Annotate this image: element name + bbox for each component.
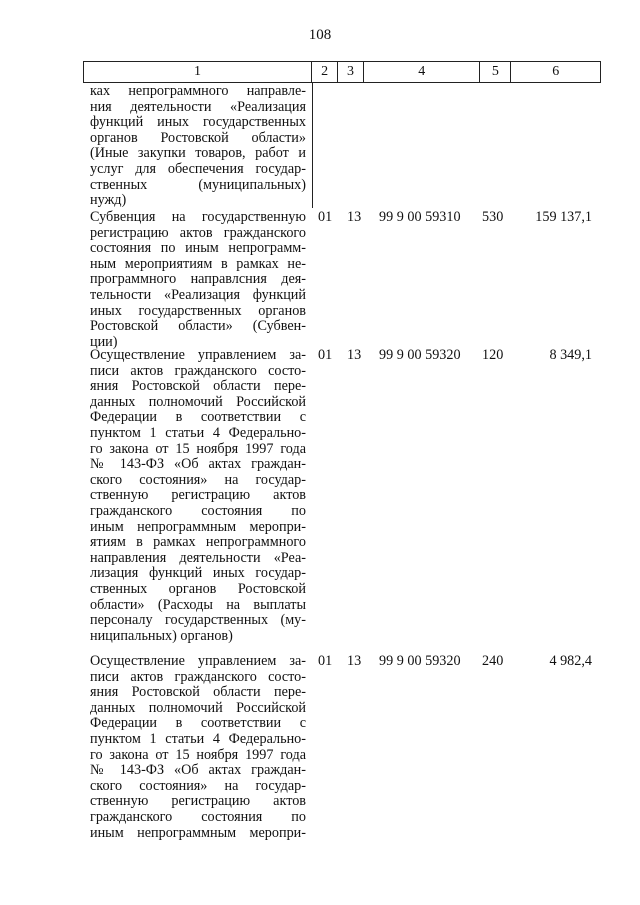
cell-expense-type: 530 [482, 209, 504, 225]
text-line: нужд) [90, 192, 127, 209]
cell-target-article: 99 9 00 59310 [379, 209, 461, 225]
cell-target-article: 99 9 00 59320 [379, 653, 461, 669]
header-col-4: 4 [364, 62, 481, 82]
text-line: ках непрограммного направле- [90, 83, 306, 99]
text-line: регистрацию актов гражданского [90, 224, 306, 241]
text-line: Осуществление управлением за- [90, 347, 306, 363]
text-line: гражданского состояния по [90, 808, 306, 825]
column-divider [312, 83, 313, 208]
text-line: ского состояния» на государ- [90, 471, 306, 488]
cell-section: 01 [318, 209, 333, 225]
text-line: состояния по иным непрограмм- [90, 240, 306, 257]
text-line: ственную регистрацию актов [90, 793, 306, 810]
cell-expense-type: 120 [482, 347, 504, 363]
text-line: яния Ростовской области пере- [90, 378, 306, 395]
text-line: № 143-ФЗ «Об актах граждан- [90, 456, 306, 473]
table-header [83, 61, 601, 83]
text-line: лизация функций иных государ- [90, 565, 306, 582]
text-line: Федерации в соответствии с [90, 715, 306, 732]
header-col-1: 1 [84, 62, 312, 82]
text-line: иных государственных органов [90, 302, 306, 319]
text-line: ятиям в рамках непрограммного [90, 534, 306, 551]
text-line: ственных (муниципальных) [90, 176, 306, 193]
text-line: органов Ростовской области» [90, 129, 306, 146]
text-line: тельности «Реализация функций [90, 286, 306, 303]
text-line: ния деятельности «Реализация [90, 98, 306, 115]
cell-section: 01 [318, 347, 333, 363]
row-description [90, 84, 306, 209]
text-line: Осуществление управлением за- [90, 653, 306, 669]
text-line: данных полномочий Российской [90, 699, 306, 716]
text-line: Ростовской области» (Субвен- [90, 318, 306, 335]
text-line: данных полномочий Российской [90, 393, 306, 410]
text-line: ственных органов Ростовской [90, 580, 306, 597]
text-line: яния Ростовской области пере- [90, 684, 306, 701]
cell-target-article: 99 9 00 59320 [379, 347, 461, 363]
text-line: иным непрограммным меропри- [90, 518, 306, 535]
text-line: гражданского состояния по [90, 502, 306, 519]
cell-expense-type: 240 [482, 653, 504, 669]
cell-amount: 8 349,1 [549, 347, 592, 363]
header-col-2: 2 [312, 62, 338, 82]
text-line: пунктом 1 статьи 4 Федерально- [90, 424, 306, 441]
header-col-6: 6 [552, 64, 560, 79]
text-line: ниципальных) органов) [90, 627, 233, 644]
text-line: Субвенция на государственную [90, 209, 306, 225]
text-line: го закона от 15 ноября 1997 года [90, 440, 306, 457]
text-line: писи актов гражданского состо- [90, 668, 306, 685]
header-col-5: 5 [480, 62, 511, 82]
cell-subsection: 13 [347, 653, 362, 669]
text-line: направления деятельности «Реа- [90, 549, 306, 566]
cell-subsection: 13 [347, 347, 362, 363]
cell-amount: 159 137,1 [535, 209, 592, 225]
header-col-3: 3 [338, 62, 364, 82]
cell-subsection: 13 [347, 209, 362, 225]
text-line: ского состояния» на государ- [90, 777, 306, 794]
row-description [90, 348, 306, 644]
text-line: услуг для обеспечения государ- [90, 160, 306, 177]
text-line: го закона от 15 ноября 1997 года [90, 746, 306, 763]
text-line: ции) [90, 333, 118, 350]
text-line: функций иных государственных [90, 114, 306, 131]
page-number: 108 [308, 27, 332, 43]
text-line: ным мероприятиям в рамках не- [90, 255, 306, 272]
text-line: № 143-ФЗ «Об актах граждан- [90, 762, 306, 779]
text-line: области» (Расходы на выплаты [90, 596, 306, 613]
text-line: ственную регистрацию актов [90, 487, 306, 504]
text-line: (Иные закупки товаров, работ и [90, 145, 306, 162]
text-line: пунктом 1 статьи 4 Федерально- [90, 730, 306, 747]
text-line: Федерации в соответствии с [90, 409, 306, 426]
text-line: программного направлсния дея- [90, 271, 306, 288]
row-description [90, 654, 306, 841]
row-description [90, 210, 306, 350]
text-line: писи актов гражданского состо- [90, 362, 306, 379]
cell-section: 01 [318, 653, 333, 669]
text-line: персоналу государственных (му- [90, 612, 306, 629]
cell-amount: 4 982,4 [549, 653, 592, 669]
text-line: иным непрограммным меропри- [90, 824, 306, 841]
